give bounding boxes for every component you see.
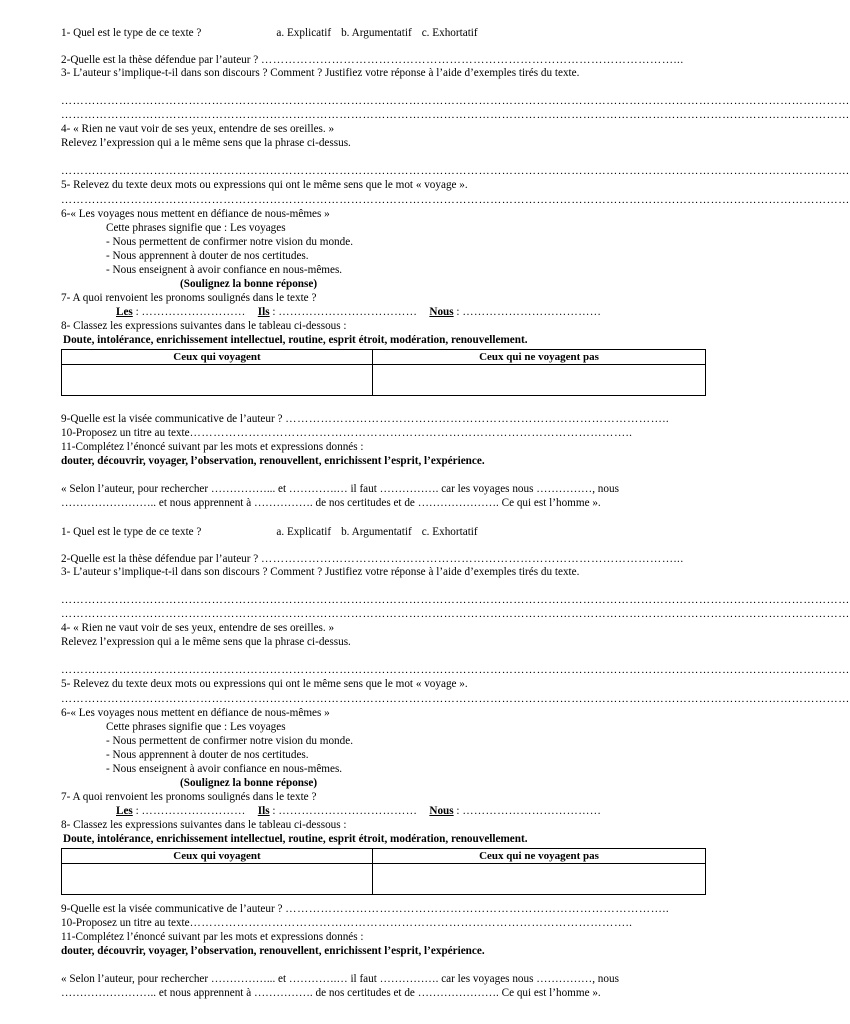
- question-2-text: 2-Quelle est la thèse défendue par l’auteur ?: [61, 54, 262, 66]
- question-2: 2-Quelle est la thèse défendue par l’auteur ? ……………………………………………………………………………………………...: [61, 54, 684, 66]
- completion-text: et nous apprennent à: [156, 497, 254, 509]
- question-2-text: 2-Quelle est la thèse défendue par l’auteur ?: [61, 553, 262, 565]
- question-7-pronouns: Les : ……………………… Ils : ……………………………… Nous : ………………………………: [116, 306, 602, 318]
- answer-line: ……………………………………………………………………………………………………………………………………………………………………………………: [61, 608, 850, 620]
- question-10-text: 10-Proposez un titre au texte: [61, 427, 190, 439]
- question-4-instruction: Relevez l’expression qui a le même sens que la phrase ci-dessus.: [61, 137, 351, 149]
- completion-line-1: « Selon l’auteur, pour rechercher ……………... et ………….… il faut ……………. car les voyages nous ……………, nous: [61, 973, 619, 985]
- question-8: 8- Classez les expressions suivantes dans le tableau ci-dessous :: [61, 819, 347, 831]
- question-6-choice-1: - Nous permettent de confirmer notre vision du monde.: [106, 236, 353, 248]
- completion-text: , nous: [592, 973, 619, 985]
- table-header-non-travelers: Ceux qui ne voyagent pas: [373, 849, 706, 864]
- question-10-text: 10-Proposez un titre au texte: [61, 917, 190, 929]
- table-header-travelers: Ceux qui voyagent: [62, 849, 373, 864]
- table-cell-travelers[interactable]: [62, 365, 373, 396]
- question-11-words: douter, découvrir, voyager, l’observation, renouvellent, enrichissent l’esprit, l’expérience.: [61, 455, 485, 467]
- table-cell-travelers[interactable]: [62, 864, 373, 895]
- question-9-text: 9-Quelle est la visée communicative de l’auteur ?: [61, 903, 286, 915]
- answer-line: ……………………………………………………………………………………………………………………………………………………………………………………: [61, 664, 850, 676]
- option-c: c. Exhortatif: [421, 27, 478, 39]
- question-9-text: 9-Quelle est la visée communicative de l’auteur ?: [61, 413, 286, 425]
- worksheet-copy-1: [0, 22, 850, 522]
- pronoun-nous: Nous: [429, 306, 454, 318]
- classification-table: [61, 848, 706, 895]
- completion-text: car les voyages nous: [441, 973, 537, 985]
- answer-line: ……………………………………………………………………………………………………………………………………………………………………………………: [61, 95, 850, 107]
- completion-line-2: …………………….. et nous apprennent à ……………. de nos certitudes et de …………………. Ce qui est l’homme ».: [61, 987, 601, 999]
- question-8-list: Doute, intolérance, enrichissement intellectuel, routine, esprit étroit, modération, renouvellement.: [63, 334, 528, 346]
- question-4-quote: 4- « Rien ne vaut voir de ses yeux, entendre de ses oreilles. »: [61, 123, 335, 135]
- table-cell-non-travelers[interactable]: [373, 365, 706, 396]
- question-7: 7- A quoi renvoient les pronoms soulignés dans le texte ?: [61, 791, 317, 803]
- question-8-list: Doute, intolérance, enrichissement intellectuel, routine, esprit étroit, modération, renouvellement.: [63, 833, 528, 845]
- question-6-quote: 6-« Les voyages nous mettent en défiance de nous-mêmes »: [61, 707, 330, 719]
- question-6-intro: Cette phrases signifie que : Les voyages: [106, 721, 286, 733]
- question-6-quote: 6-« Les voyages nous mettent en défiance de nous-mêmes »: [61, 208, 330, 220]
- question-9: 9-Quelle est la visée communicative de l’auteur ? ……………………………………………………………………………………..: [61, 903, 670, 915]
- completion-line-1: « Selon l’auteur, pour rechercher ……………... et ………….… il faut ……………. car les voyages nous ……………, nous: [61, 483, 619, 495]
- answer-line: ……………………………………………………………………………………………………………………………………………………………………………………: [61, 194, 850, 206]
- question-2: 2-Quelle est la thèse défendue par l’auteur ? ……………………………………………………………………………………………...: [61, 553, 684, 565]
- completion-line-2: …………………….. et nous apprennent à ……………. de nos certitudes et de …………………. Ce qui est l’homme ».: [61, 497, 601, 509]
- question-1: [61, 526, 478, 539]
- completion-text: de nos certitudes et de: [315, 497, 418, 509]
- question-6-choice-3: - Nous enseignent à avoir confiance en nous-mêmes.: [106, 264, 343, 276]
- question-6-choice-1: - Nous permettent de confirmer notre vision du monde.: [106, 735, 353, 747]
- answer-line: ……………………………………………………………………………………………………………………………………………………………………………………: [61, 109, 850, 121]
- question-9: 9-Quelle est la visée communicative de l’auteur ? ……………………………………………………………………………………..: [61, 413, 670, 425]
- question-1: [61, 27, 478, 40]
- question-6-choice-2: - Nous apprennent à douter de nos certitudes.: [106, 250, 309, 262]
- answer-line: ……………………………………………………………………………………………………………………………………………………………………………………: [61, 594, 850, 606]
- question-1-text: 1- Quel est le type de ce texte ?: [61, 526, 202, 538]
- completion-text: de nos certitudes et de: [315, 987, 418, 999]
- question-11-words: douter, découvrir, voyager, l’observation, renouvellent, enrichissent l’esprit, l’expérience.: [61, 945, 485, 957]
- table-header-non-travelers: Ceux qui ne voyagent pas: [373, 350, 706, 365]
- question-4-instruction: Relevez l’expression qui a le même sens que la phrase ci-dessus.: [61, 636, 351, 648]
- completion-text: et: [278, 973, 289, 985]
- completion-text: il faut: [350, 973, 380, 985]
- question-10: 10-Proposez un titre au texte…………………………………………………………………………………………………..: [61, 917, 633, 929]
- question-3: 3- L’auteur s’implique-t-il dans son discours ? Comment ? Justifiez votre réponse à l’aide d’exemples tirés du texte.: [61, 67, 580, 79]
- question-8: 8- Classez les expressions suivantes dans le tableau ci-dessous :: [61, 320, 347, 332]
- completion-text: . Ce qui est l’homme ».: [496, 497, 601, 509]
- completion-text: car les voyages nous: [441, 483, 537, 495]
- pronoun-ils: Ils: [257, 306, 270, 318]
- pronoun-ils: Ils: [257, 805, 270, 817]
- option-b: b. Argumentatif: [341, 526, 412, 538]
- question-5: 5- Relevez du texte deux mots ou expressions qui ont le même sens que le mot « voyage ».: [61, 678, 468, 690]
- table-header-travelers: Ceux qui voyagent: [62, 350, 373, 365]
- question-7-pronouns: Les : ……………………… Ils : ……………………………… Nous : ………………………………: [116, 805, 602, 817]
- question-11: 11-Complétez l’énoncé suivant par les mots et expressions donnés :: [61, 931, 364, 943]
- completion-text: « Selon l’auteur, pour rechercher: [61, 973, 211, 985]
- option-c: c. Exhortatif: [421, 526, 478, 538]
- option-b: b. Argumentatif: [341, 27, 412, 39]
- completion-text: , nous: [592, 483, 619, 495]
- question-6-intro: Cette phrases signifie que : Les voyages: [106, 222, 286, 234]
- question-7: 7- A quoi renvoient les pronoms soulignés dans le texte ?: [61, 292, 317, 304]
- completion-text: . Ce qui est l’homme ».: [496, 987, 601, 999]
- table-cell-non-travelers[interactable]: [373, 864, 706, 895]
- worksheet-copy-2: [0, 521, 850, 1021]
- question-6-choice-3: - Nous enseignent à avoir confiance en nous-mêmes.: [106, 763, 343, 775]
- pronoun-les: Les: [116, 805, 133, 817]
- completion-text: et: [278, 483, 289, 495]
- completion-text: et nous apprennent à: [156, 987, 254, 999]
- question-6-note: (Soulignez la bonne réponse): [180, 777, 318, 789]
- question-11: 11-Complétez l’énoncé suivant par les mots et expressions donnés :: [61, 441, 364, 453]
- classification-table: [61, 349, 706, 396]
- answer-line: ……………………………………………………………………………………………………………………………………………………………………………………: [61, 165, 850, 177]
- option-a: a. Explicatif: [276, 526, 332, 538]
- question-3: 3- L’auteur s’implique-t-il dans son discours ? Comment ? Justifiez votre réponse à l’aide d’exemples tirés du texte.: [61, 566, 580, 578]
- completion-text: « Selon l’auteur, pour rechercher: [61, 483, 211, 495]
- pronoun-les: Les: [116, 306, 133, 318]
- question-5: 5- Relevez du texte deux mots ou expressions qui ont le même sens que le mot « voyage ».: [61, 179, 468, 191]
- pronoun-nous: Nous: [429, 805, 454, 817]
- question-6-note: (Soulignez la bonne réponse): [180, 278, 318, 290]
- question-4-quote: 4- « Rien ne vaut voir de ses yeux, entendre de ses oreilles. »: [61, 622, 335, 634]
- option-a: a. Explicatif: [276, 27, 332, 39]
- completion-text: il faut: [350, 483, 380, 495]
- question-10: 10-Proposez un titre au texte…………………………………………………………………………………………………..: [61, 427, 633, 439]
- question-6-choice-2: - Nous apprennent à douter de nos certitudes.: [106, 749, 309, 761]
- answer-line: ……………………………………………………………………………………………………………………………………………………………………………………: [61, 693, 850, 705]
- question-1-text: 1- Quel est le type de ce texte ?: [61, 27, 202, 39]
